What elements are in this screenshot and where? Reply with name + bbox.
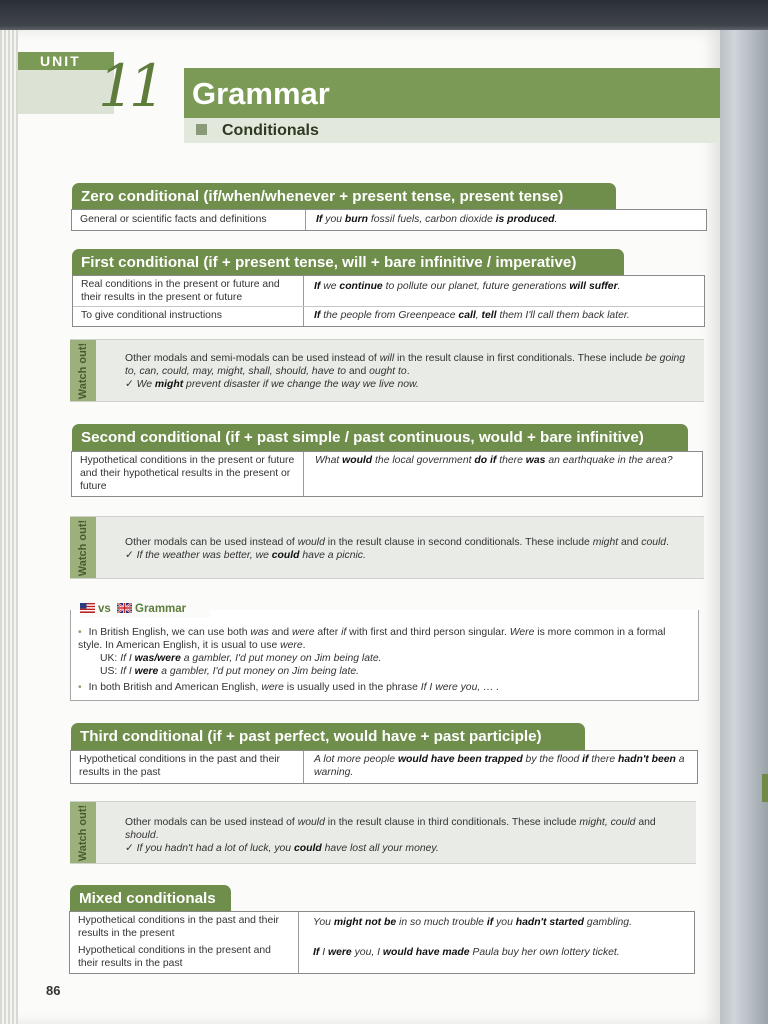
example-cell: If you burn fossil fuels, carbon dioxide is produced.: [316, 214, 558, 225]
italic-text: would: [297, 537, 325, 548]
note-line: US: If I were a gambler, I'd put money on Jim being late.: [100, 666, 360, 677]
section-table-third-conditional: [70, 750, 698, 784]
unit-label: UNIT: [40, 53, 81, 69]
emphasis-text: If: [313, 947, 320, 958]
emphasis-text: burn: [344, 214, 368, 225]
section-table-zero-conditional: [71, 209, 707, 231]
italic-text: would: [297, 817, 325, 828]
italic-text: were: [261, 682, 284, 693]
emphasis-text: continue: [339, 281, 383, 292]
table-row: [70, 912, 694, 942]
italic-text: We might prevent disaster if we change the way we live now.: [136, 379, 419, 390]
section-heading-mixed-conditionals: Mixed conditionals: [70, 885, 231, 912]
italic-text: be going to, can, could, may, might, shall, should, have to: [125, 353, 686, 377]
emphasis-text: could: [293, 843, 322, 854]
italic-text: If I were a gambler, I'd put money on Jim being late.: [120, 666, 360, 677]
note-line: • In both British and American English, were is usually used in the phrase If I were you, … .: [78, 682, 500, 693]
italic-text: If you hadn't had a lot of luck, you could have lost all your money.: [136, 843, 439, 854]
watch-out-text: Other modals can be used instead of would in the result clause in second conditionals. These include might and could. ✓ If the weather was better, we could have a picnic.: [125, 537, 669, 561]
page-stack-edges: [0, 30, 18, 1024]
usage-cell: Hypothetical conditions in the past and their results in the past: [71, 751, 304, 783]
emphasis-text: was/were: [134, 653, 181, 664]
watch-out-tab: [70, 340, 96, 401]
italic-text: if: [341, 627, 347, 638]
grammar-note-label: Grammar: [135, 603, 187, 615]
emphasis-text: if: [582, 754, 589, 765]
watch-out-tab: [70, 802, 96, 863]
us-flag-icon: [80, 603, 95, 613]
watch-out-box: [70, 801, 696, 864]
section-table-second-conditional: [71, 451, 703, 497]
watch-out-text: Other modals and semi-modals can be used instead of will in the result clause in first conditionals. These include be going to, can, could, may, might, shall, should, have to and ought to. ✓ We might prevent disaster if we change the way we live now.: [125, 353, 686, 390]
emphasis-text: do if: [474, 455, 497, 466]
italic-text: ought to: [369, 366, 407, 377]
section-heading-first-conditional: First conditional (if + present tense, will + bare infinitive / imperative): [72, 249, 624, 276]
watch-out-label: Watch out!: [77, 804, 89, 861]
example-cell: You might not be in so much trouble if you hadn't started gambling.: [313, 917, 632, 928]
bullet-icon: •: [78, 627, 82, 638]
watch-out-label: Watch out!: [77, 519, 89, 576]
usage-cell: Real conditions in the present or future and their results in the present or future: [73, 276, 304, 306]
italic-text: should: [125, 830, 156, 841]
bullet-icon: •: [78, 682, 82, 693]
usage-cell: Hypothetical conditions in the past and their results in the present: [70, 912, 299, 942]
emphasis-text: call: [458, 310, 476, 321]
page-title: Grammar: [192, 76, 330, 111]
emphasis-text: were: [328, 947, 352, 958]
emphasis-text: would have made: [382, 947, 470, 958]
grammar-note-title: [80, 600, 210, 618]
italic-text: might: [592, 537, 619, 548]
section-heading-third-conditional: Third conditional (if + past perfect, would have + past participle): [71, 723, 585, 750]
table-row: [72, 210, 706, 230]
italic-text: could: [641, 537, 667, 548]
emphasis-text: is produced: [495, 214, 555, 225]
topic-title: Conditionals: [222, 122, 319, 139]
table-row: [70, 942, 694, 973]
book-top-edge: [0, 0, 768, 32]
italic-text: If the weather was better, we could have a picnic.: [136, 550, 366, 561]
emphasis-text: was: [525, 455, 546, 466]
table-row: [73, 276, 704, 306]
section-table-mixed-conditionals: [69, 911, 695, 974]
watch-out-label: Watch out!: [77, 342, 89, 399]
example-cell: If the people from Greenpeace call, tell them I'll call them back later.: [314, 310, 630, 321]
next-page-tab: [762, 774, 768, 802]
example-cell: If I were you, I would have made Paula buy her own lottery ticket.: [313, 947, 620, 958]
table-row: [71, 751, 697, 783]
example-cell: If we continue to pollute our planet, future generations will suffer.: [314, 281, 621, 292]
italic-text: Were: [509, 627, 535, 638]
usage-cell: Hypothetical conditions in the present or future and their hypothetical results in the present or future: [72, 452, 304, 496]
page-number: 86: [46, 983, 61, 998]
italic-text: were: [280, 640, 303, 651]
emphasis-text: would have been trapped: [397, 754, 523, 765]
emphasis-text: might: [154, 379, 184, 390]
emphasis-text: If: [316, 214, 323, 225]
emphasis-text: hadn't started: [515, 917, 585, 928]
watch-out-box: [70, 339, 704, 402]
emphasis-text: if: [486, 917, 494, 928]
watch-out-text: Other modals can be used instead of would in the result clause in third conditionals. These include might, could and should. ✓ If you hadn't had a lot of luck, you could have lost all your money.: [125, 817, 656, 854]
italic-text: were: [291, 627, 315, 638]
usage-cell: Hypothetical conditions in the present and their results in the past: [70, 942, 299, 973]
emphasis-text: will suffer: [569, 281, 618, 292]
grammar-note-text: [78, 626, 690, 694]
section-heading-zero-conditional: Zero conditional (if/when/whenever + present tense, present tense): [72, 183, 616, 210]
italic-text: was: [250, 627, 269, 638]
table-row: [72, 452, 702, 496]
note-line: UK: If I was/were a gambler, I'd put money on Jim being late.: [100, 653, 382, 664]
emphasis-text: If: [314, 310, 321, 321]
example-cell: What would the local government do if there was an earthquake in the area?: [315, 455, 673, 466]
note-line: • In British English, we can use both was and were after if with first and third person singular. Were is more common in a formal style. In American English, it is usual to use were.: [78, 627, 666, 651]
section-table-first-conditional: [72, 275, 705, 327]
emphasis-text: might not be: [333, 917, 397, 928]
italic-text: If I were you, … .: [420, 682, 500, 693]
emphasis-text: would: [342, 455, 373, 466]
example-cell: A lot more people would have been trapped by the flood if there hadn't been a warning.: [314, 754, 685, 778]
emphasis-text: tell: [481, 310, 497, 321]
usage-cell: To give conditional instructions: [73, 307, 304, 326]
next-page-edge: [720, 30, 768, 1024]
emphasis-text: could: [271, 550, 300, 561]
emphasis-text: If: [314, 281, 321, 292]
grammar-note-vs: vs: [98, 603, 111, 615]
section-heading-second-conditional: Second conditional (if + past simple / past continuous, would + bare infinitive): [72, 424, 688, 451]
unit-number: 11: [98, 52, 160, 120]
usage-cell: General or scientific facts and definitions: [72, 210, 306, 230]
watch-out-tab: [70, 517, 96, 578]
table-row: [73, 306, 704, 326]
emphasis-text: hadn't been: [618, 754, 676, 765]
italic-text: might, could: [579, 817, 636, 828]
square-bullet-icon: [196, 124, 207, 135]
italic-text: will: [379, 353, 395, 364]
watch-out-box: [70, 516, 704, 579]
uk-flag-icon: [117, 603, 132, 613]
emphasis-text: were: [134, 666, 159, 677]
italic-text: If I was/were a gambler, I'd put money on Jim being late.: [120, 653, 382, 664]
